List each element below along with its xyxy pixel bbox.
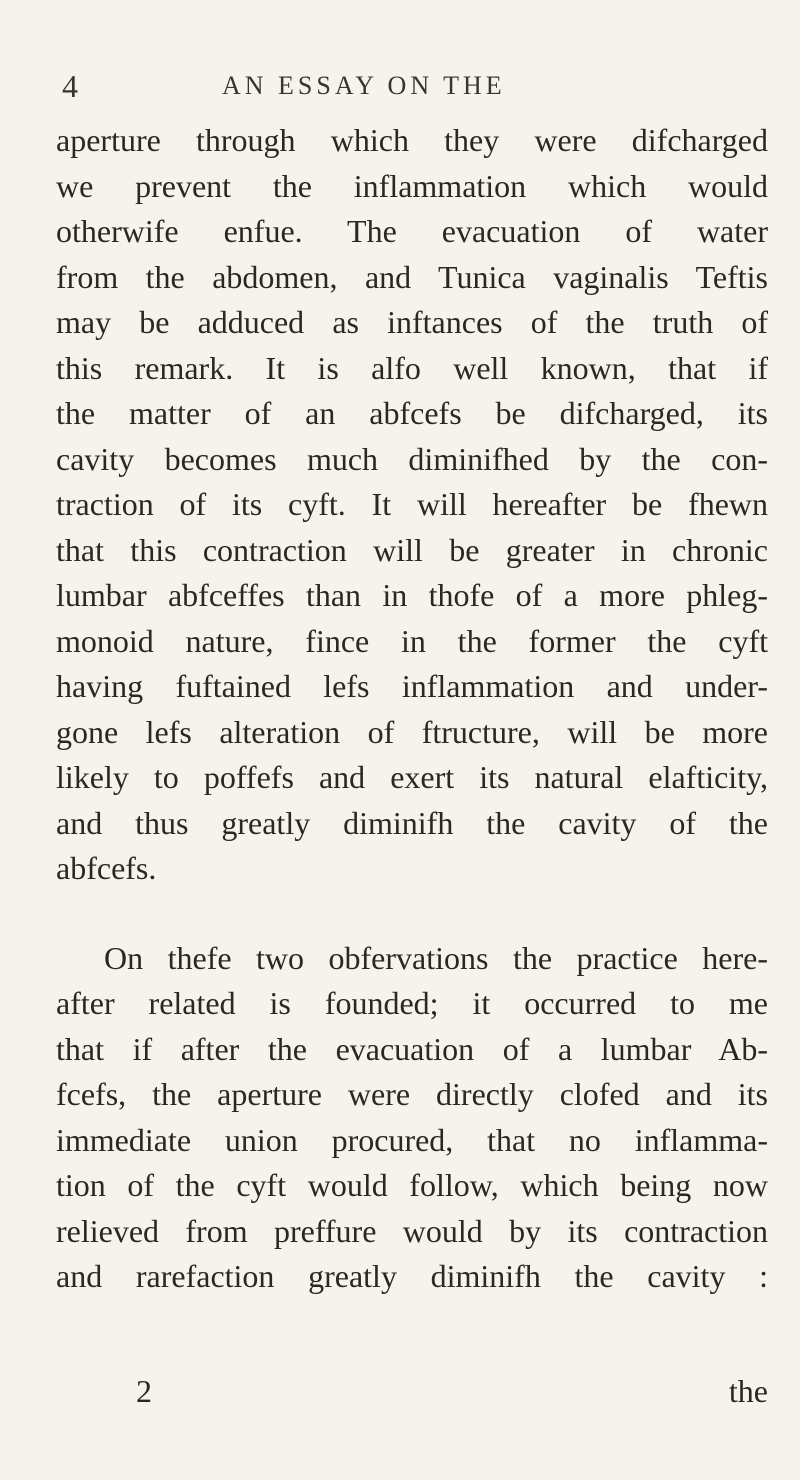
text-line: otherwife enfue. The evacuation of water	[56, 213, 768, 249]
text-line: fcefs, the aperture were directly clofed and its	[56, 1076, 768, 1112]
text-line: this remark. It is alfo well known, that if	[56, 349, 768, 386]
text-line: traction of its cyft. It will hereafter be fhewn	[56, 486, 768, 522]
paragraph-break	[56, 892, 768, 936]
text-line: aperture through which they were difcharged	[56, 122, 768, 158]
text-line: we prevent the inflammation which would	[56, 167, 768, 204]
catchword: the	[728, 1373, 768, 1409]
signature-mark: 2	[136, 1373, 152, 1409]
text-line: having fuftained lefs inflammation and under-	[56, 668, 768, 704]
catchline	[56, 1368, 768, 1414]
text-line: cavity becomes much diminifhed by the con-	[56, 440, 768, 477]
text-line: monoid nature, fince in the former the cyft	[56, 622, 768, 659]
text-line: and rarefaction greatly diminifh the cavity :	[56, 1258, 768, 1294]
text-line: immediate union procured, that no inflamma-	[56, 1121, 768, 1158]
text-line: that this contraction will be greater in chronic	[56, 531, 768, 568]
running-head	[62, 66, 762, 106]
text-line: On thefe two obfervations the practice here-	[104, 939, 768, 976]
text-line: after related is founded; it occurred to me	[56, 985, 768, 1021]
text-line: gone lefs alteration of ftructure, will be more	[56, 713, 768, 750]
text-line: likely to poffefs and exert its natural elafticity,	[56, 759, 768, 795]
running-head-title: AN ESSAY ON THE	[222, 71, 506, 100]
page-number: 4	[62, 68, 78, 104]
text-line: and thus greatly diminifh the cavity of the	[56, 804, 768, 841]
text-line: may be adduced as inftances of the truth of	[56, 304, 768, 340]
text-line: from the abdomen, and Tunica vaginalis Teftis	[56, 258, 768, 295]
text-line: lumbar abfceffes than in thofe of a more phleg-	[56, 577, 768, 613]
text-line: that if after the evacuation of a lumbar Ab-	[56, 1030, 768, 1067]
body-text	[56, 118, 768, 1300]
text-line: the matter of an abfcefs be difcharged, its	[56, 395, 768, 431]
text-line: abfcefs.	[56, 850, 157, 886]
text-line: tion of the cyft would follow, which being now	[56, 1167, 768, 1203]
text-line: relieved from preffure would by its contraction	[56, 1212, 768, 1249]
